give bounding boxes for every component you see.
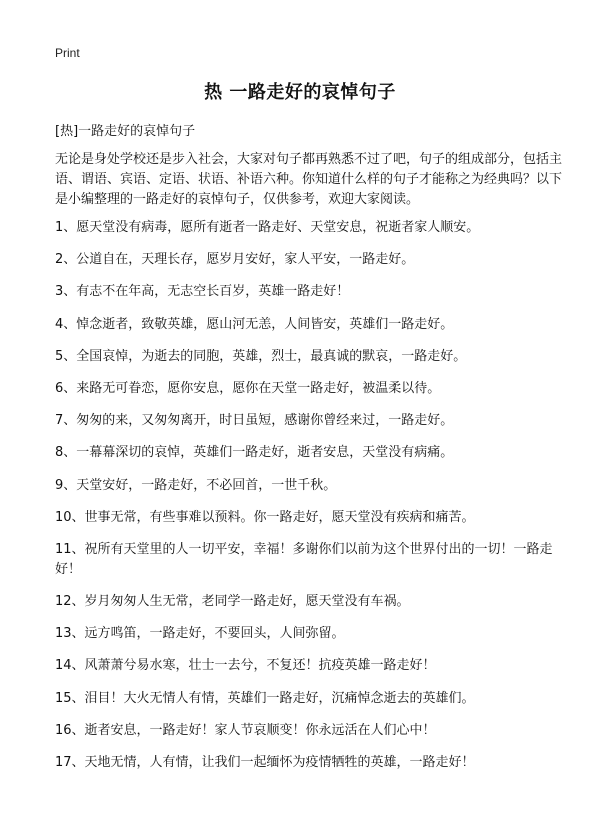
print-link[interactable]: Print: [55, 46, 80, 60]
list-item: 15、泪目！大火无情人有情，英雄们一路走好，沉痛悼念逝去的英雄们。: [55, 690, 475, 706]
page-title: 热 一路走好的哀悼句子: [204, 82, 396, 103]
list-item: 2、公道自在，天理长存，愿岁月安好，家人平安，一路走好。: [55, 252, 415, 268]
list-item: 9、天堂安好，一路走好，不必回首，一世千秋。: [55, 477, 337, 493]
list-item: 13、远方鸣笛，一路走好，不要回头，人间弥留。: [55, 626, 345, 642]
list-item: 8、一幕幕深切的哀悼，英雄们一路走好，逝者安息，天堂没有病痛。: [55, 445, 454, 461]
list-item: 10、世事无常，有些事难以预料。你一路走好，愿天堂没有疾病和痛苦。: [55, 509, 475, 525]
list-item: 12、岁月匆匆人生无常，老同学一路走好，愿天堂没有车祸。: [55, 594, 410, 610]
list-item: 6、来路无可眷恋，愿你安息，愿你在天堂一路走好，被温柔以待。: [55, 380, 441, 396]
list-item: 1、愿天堂没有病毒，愿所有逝者一路走好、天堂安息，祝逝者家人顺安。: [55, 220, 480, 235]
list-item: 5、全国哀悼，为逝去的同胞，英雄，烈士，最真诚的默哀，一路走好。: [55, 348, 467, 364]
list-item: 4、悼念逝者，致敬英雄，愿山河无恙，人间皆安，英雄们一路走好。: [55, 316, 454, 332]
list-item: 11、祝所有天堂里的人一切平安，幸福！多谢你们以前为这个世界付出的一切！一路走好！: [55, 541, 553, 577]
list-item: 14、风萧萧兮易水寒，壮士一去兮，不复还！抗疫英雄一路走好！: [55, 658, 436, 674]
sentence-list: [55, 218, 565, 785]
list-item: 3、有志不在年高，无志空长百岁，英雄一路走好！: [55, 284, 350, 300]
document-subtitle: [热]一路走好的哀悼句子: [55, 124, 196, 139]
list-item: 16、逝者安息，一路走好！家人节哀顺变！你永远活在人们心中！: [55, 722, 436, 738]
list-item: 7、匆匆的来，又匆匆离开，时日虽短，感谢你曾经来过，一路走好。: [55, 413, 454, 429]
list-item: 17、天地无情，人有情，让我们一起缅怀为疫情牺牲的英雄，一路走好！: [55, 755, 475, 770]
intro-paragraph: 无论是身处学校还是步入社会，大家对句子都再熟悉不过了吧，句子的组成部分，包括主语、谓语、宾语、定语、状语、补语六种。你知道什么样的句子才能称之为经典吗？以下是小编整理的一路走好的哀悼句子，仅供参考，欢迎大家阅读。: [55, 152, 563, 207]
